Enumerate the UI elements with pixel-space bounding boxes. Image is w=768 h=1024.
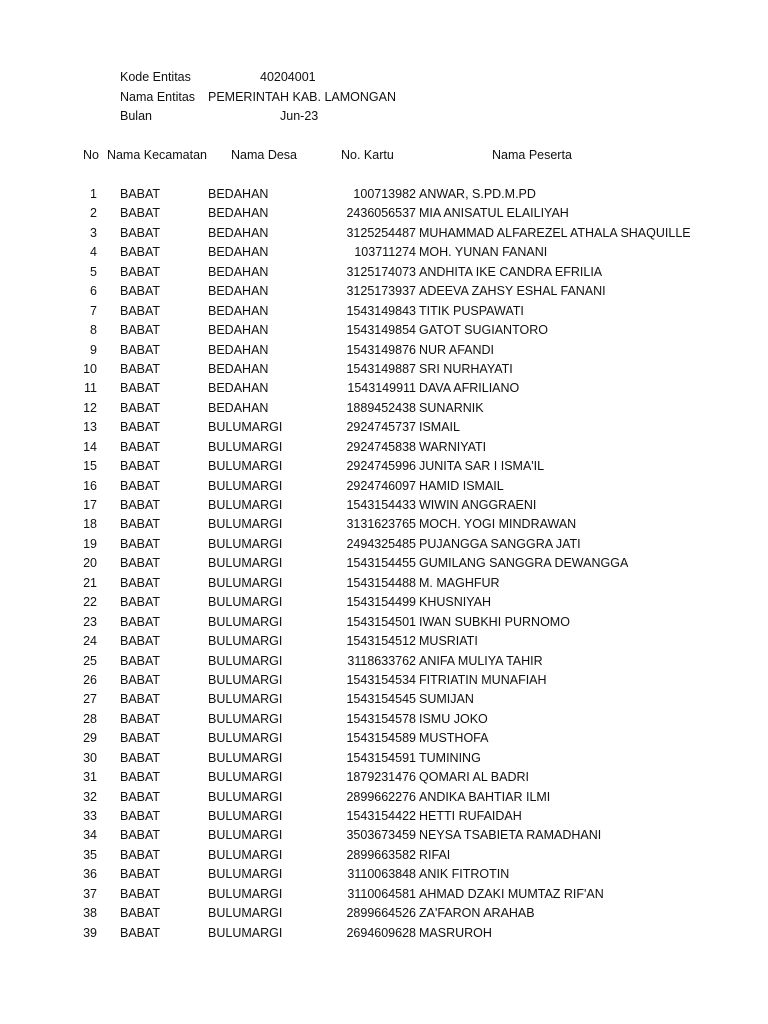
row-no-kartu: 3110064581	[347, 886, 416, 901]
row-kecamatan: BABAT	[120, 847, 161, 862]
row-kecamatan: BABAT	[120, 381, 161, 396]
table-row	[0, 284, 768, 303]
row-nama-peserta: NEYSA TSABIETA RAMADHANI	[419, 828, 602, 843]
row-number: 2	[90, 206, 97, 221]
table-row	[0, 245, 768, 264]
row-desa: BULUMARGI	[208, 517, 283, 532]
row-nama-peserta: ADEEVA ZAHSY ESHAL FANANI	[419, 284, 606, 299]
row-kecamatan: BABAT	[120, 575, 161, 590]
row-nama-peserta: ISMU JOKO	[419, 711, 488, 726]
row-desa: BULUMARGI	[208, 536, 283, 551]
row-desa: BULUMARGI	[208, 595, 283, 610]
row-nama-peserta: SUNARNIK	[419, 400, 484, 415]
row-no-kartu: 2694609628	[346, 925, 416, 940]
nama-entitas-label: Nama Entitas	[120, 89, 196, 104]
row-desa: BULUMARGI	[208, 770, 283, 785]
row-nama-peserta: QOMARI AL BADRI	[419, 770, 529, 785]
bulan-row	[0, 109, 768, 129]
row-desa: BEDAHAN	[208, 361, 269, 376]
row-kecamatan: BABAT	[120, 809, 161, 823]
row-number: 21	[83, 575, 97, 590]
entity-header	[0, 70, 768, 129]
row-number: 19	[83, 536, 97, 551]
row-desa: BEDAHAN	[208, 284, 269, 299]
row-kecamatan: BABAT	[120, 478, 161, 493]
nama-entitas-value: PEMERINTAH KAB. LAMONGAN	[208, 89, 396, 104]
row-nama-peserta: ZA'FARON ARAHAB	[419, 906, 535, 921]
row-desa: BULUMARGI	[208, 828, 283, 843]
row-number: 38	[83, 906, 97, 921]
table-row	[0, 712, 768, 731]
table-row	[0, 848, 768, 867]
row-number: 3	[90, 225, 97, 240]
row-desa: BULUMARGI	[208, 789, 283, 804]
row-nama-peserta: TUMINING	[419, 750, 481, 765]
row-kecamatan: BABAT	[120, 828, 161, 843]
row-no-kartu: 1543154534	[346, 672, 416, 687]
table-row	[0, 556, 768, 575]
row-kecamatan: BABAT	[120, 614, 161, 629]
row-number: 14	[83, 439, 97, 454]
row-nama-peserta: ANIFA MULIYA TAHIR	[419, 653, 543, 668]
row-desa: BULUMARGI	[208, 478, 283, 493]
row-number: 7	[90, 303, 97, 318]
row-desa: BULUMARGI	[208, 867, 283, 882]
kode-entitas-label: Kode Entitas	[120, 70, 191, 84]
column-header-kecamatan: Nama Kecamatan	[106, 148, 207, 162]
row-desa: BEDAHAN	[208, 245, 269, 260]
table-row	[0, 187, 768, 206]
row-desa: BULUMARGI	[208, 575, 283, 590]
row-desa: BULUMARGI	[208, 847, 283, 862]
row-desa: BULUMARGI	[208, 886, 283, 901]
row-number: 37	[83, 886, 97, 901]
row-kecamatan: BABAT	[120, 459, 161, 474]
row-kecamatan: BABAT	[120, 206, 161, 221]
row-nama-peserta: GUMILANG SANGGRA DEWANGGA	[419, 556, 629, 571]
row-nama-peserta: SRI NURHAYATI	[419, 361, 513, 376]
row-desa: BEDAHAN	[208, 303, 269, 318]
row-nama-peserta: MUHAMMAD ALFAREZEL ATHALA SHAQUILLE	[419, 225, 691, 240]
row-kecamatan: BABAT	[120, 731, 161, 746]
row-nama-peserta: WARNIYATI	[419, 439, 487, 454]
row-number: 25	[83, 653, 97, 668]
table-row	[0, 304, 768, 323]
row-no-kartu: 1543154422	[346, 809, 416, 823]
row-desa: BULUMARGI	[208, 809, 283, 823]
row-no-kartu: 1543154512	[346, 634, 416, 649]
row-no-kartu: 3503673459	[346, 828, 416, 843]
row-no-kartu: 3125174073	[346, 264, 416, 279]
kode-entitas-row	[0, 70, 768, 90]
row-no-kartu: 1543149854	[346, 323, 416, 338]
row-number: 1	[90, 187, 97, 201]
row-no-kartu: 1543149876	[346, 342, 416, 357]
nama-entitas-row	[0, 90, 768, 110]
row-kecamatan: BABAT	[120, 361, 161, 376]
row-number: 4	[90, 245, 97, 260]
row-number: 5	[90, 264, 97, 279]
row-number: 8	[90, 323, 97, 338]
participant-table	[0, 187, 768, 945]
row-no-kartu: 2924745996	[346, 459, 416, 474]
row-number: 12	[83, 400, 97, 415]
row-kecamatan: BABAT	[120, 634, 161, 649]
row-desa: BULUMARGI	[208, 906, 283, 921]
row-kecamatan: BABAT	[120, 770, 161, 785]
row-nama-peserta: ISMAIL	[419, 420, 460, 435]
row-no-kartu: 2494325485	[346, 536, 416, 551]
row-kecamatan: BABAT	[120, 342, 161, 357]
row-kecamatan: BABAT	[120, 420, 161, 435]
row-number: 28	[83, 711, 97, 726]
column-header-kartu: No. Kartu	[341, 148, 394, 162]
row-nama-peserta: MOCH. YOGI MINDRAWAN	[419, 517, 577, 532]
row-nama-peserta: AHMAD DZAKI MUMTAZ RIF'AN	[419, 886, 604, 901]
row-kecamatan: BABAT	[120, 225, 161, 240]
row-nama-peserta: WIWIN ANGGRAENI	[419, 498, 537, 512]
row-kecamatan: BABAT	[120, 711, 161, 726]
row-no-kartu: 2924746097	[346, 478, 416, 493]
table-row	[0, 265, 768, 284]
table-row	[0, 440, 768, 459]
row-number: 9	[90, 342, 97, 357]
table-row	[0, 323, 768, 342]
row-desa: BEDAHAN	[208, 206, 269, 221]
row-desa: BULUMARGI	[208, 498, 283, 512]
row-no-kartu: 2899662276	[346, 789, 416, 804]
row-desa: BEDAHAN	[208, 400, 269, 415]
table-row	[0, 692, 768, 711]
row-no-kartu: 1543149911	[347, 381, 416, 396]
row-nama-peserta: ANWAR, S.PD.M.PD	[419, 187, 536, 201]
row-no-kartu: 3125173937	[346, 284, 416, 299]
row-kecamatan: BABAT	[120, 692, 161, 707]
row-desa: BULUMARGI	[208, 692, 283, 707]
table-row	[0, 828, 768, 847]
row-nama-peserta: KHUSNIYAH	[419, 595, 492, 610]
table-row	[0, 517, 768, 536]
row-nama-peserta: ANDHITA IKE CANDRA EFRILIA	[419, 264, 603, 279]
row-kecamatan: BABAT	[120, 750, 161, 765]
row-no-kartu: 1879231476	[346, 770, 416, 785]
row-kecamatan: BABAT	[120, 284, 161, 299]
row-no-kartu: 2436056537	[346, 206, 416, 221]
row-no-kartu: 2924745737	[346, 420, 416, 435]
table-row	[0, 615, 768, 634]
table-row	[0, 867, 768, 886]
column-header-row	[0, 148, 768, 168]
row-desa: BULUMARGI	[208, 653, 283, 668]
row-nama-peserta: NUR AFANDI	[419, 342, 495, 357]
table-row	[0, 926, 768, 945]
row-desa: BULUMARGI	[208, 672, 283, 687]
row-number: 17	[83, 498, 97, 512]
row-nama-peserta: MOH. YUNAN FANANI	[419, 245, 548, 260]
table-row	[0, 226, 768, 245]
row-nama-peserta: ANDIKA BAHTIAR ILMI	[419, 789, 551, 804]
row-number: 36	[83, 867, 97, 882]
row-number: 11	[84, 381, 97, 396]
row-kecamatan: BABAT	[120, 400, 161, 415]
row-nama-peserta: HETTI RUFAIDAH	[419, 809, 522, 823]
row-desa: BULUMARGI	[208, 731, 283, 746]
row-number: 6	[90, 284, 97, 299]
row-kecamatan: BABAT	[120, 867, 161, 882]
row-no-kartu: 2924745838	[346, 439, 416, 454]
table-row	[0, 654, 768, 673]
row-kecamatan: BABAT	[120, 595, 161, 610]
row-desa: BULUMARGI	[208, 750, 283, 765]
table-row	[0, 459, 768, 478]
row-kecamatan: BABAT	[120, 653, 161, 668]
row-nama-peserta: JUNITA SAR I ISMA'IL	[419, 459, 545, 474]
row-number: 34	[83, 828, 97, 843]
table-row	[0, 731, 768, 750]
row-nama-peserta: GATOT SUGIANTORO	[419, 323, 548, 338]
row-no-kartu: 1543154589	[346, 731, 416, 746]
row-desa: BULUMARGI	[208, 439, 283, 454]
bulan-label: Bulan	[120, 109, 152, 123]
row-kecamatan: BABAT	[120, 439, 161, 454]
row-number: 23	[83, 614, 97, 629]
row-nama-peserta: IWAN SUBKHI PURNOMO	[419, 614, 570, 629]
table-row	[0, 420, 768, 439]
table-row	[0, 770, 768, 789]
row-kecamatan: BABAT	[120, 245, 161, 260]
row-number: 16	[83, 478, 97, 493]
bulan-value: Jun-23	[280, 109, 319, 123]
row-nama-peserta: DAVA AFRILIANO	[419, 381, 520, 396]
row-nama-peserta: MIA ANISATUL ELAILIYAH	[419, 206, 569, 221]
row-kecamatan: BABAT	[120, 789, 161, 804]
row-number: 18	[83, 517, 97, 532]
row-nama-peserta: RIFAI	[419, 847, 451, 862]
row-nama-peserta: PUJANGGA SANGGRA JATI	[419, 536, 581, 551]
table-row	[0, 595, 768, 614]
column-header-desa: Nama Desa	[231, 148, 297, 162]
row-nama-peserta: TITIK PUSPAWATI	[419, 303, 524, 318]
row-kecamatan: BABAT	[120, 187, 161, 201]
row-desa: BULUMARGI	[208, 420, 283, 435]
row-kecamatan: BABAT	[120, 517, 161, 532]
row-nama-peserta: FITRIATIN MUNAFIAH	[419, 672, 547, 687]
row-nama-peserta: ANIK FITROTIN	[419, 867, 510, 882]
row-nama-peserta: MASRUROH	[419, 925, 492, 940]
row-no-kartu: 3131623765	[346, 517, 416, 532]
row-number: 20	[83, 556, 97, 571]
row-no-kartu: 1543154578	[346, 711, 416, 726]
table-row	[0, 381, 768, 400]
kode-entitas-value: 40204001	[260, 70, 316, 84]
row-number: 10	[83, 361, 97, 376]
row-desa: BULUMARGI	[208, 634, 283, 649]
row-number: 27	[83, 692, 97, 707]
row-number: 31	[83, 770, 97, 785]
row-desa: BEDAHAN	[208, 381, 269, 396]
row-number: 35	[83, 847, 97, 862]
row-kecamatan: BABAT	[120, 498, 161, 512]
row-no-kartu: 1543154433	[346, 498, 416, 512]
row-number: 22	[83, 595, 97, 610]
row-kecamatan: BABAT	[120, 536, 161, 551]
row-kecamatan: BABAT	[120, 556, 161, 571]
table-row	[0, 634, 768, 653]
row-no-kartu: 1543154501	[346, 614, 416, 629]
row-desa: BULUMARGI	[208, 556, 283, 571]
row-nama-peserta: MUSTHOFA	[419, 731, 489, 746]
row-desa: BEDAHAN	[208, 323, 269, 338]
table-row	[0, 887, 768, 906]
row-number: 13	[83, 420, 97, 435]
table-row	[0, 206, 768, 225]
row-desa: BEDAHAN	[208, 342, 269, 357]
row-no-kartu: 2899663582	[346, 847, 416, 862]
table-row	[0, 673, 768, 692]
row-no-kartu: 103711274	[354, 245, 416, 260]
row-no-kartu: 3118633762	[347, 653, 416, 668]
row-kecamatan: BABAT	[120, 886, 161, 901]
row-no-kartu: 3125254487	[346, 225, 416, 240]
table-row	[0, 401, 768, 420]
table-row	[0, 362, 768, 381]
row-desa: BULUMARGI	[208, 711, 283, 726]
column-header-no: No	[83, 148, 99, 162]
table-row	[0, 790, 768, 809]
row-no-kartu: 1543154455	[346, 556, 416, 571]
table-row	[0, 906, 768, 925]
row-nama-peserta: SUMIJAN	[419, 692, 474, 707]
row-number: 24	[83, 634, 97, 649]
row-nama-peserta: M. MAGHFUR	[419, 575, 500, 590]
row-kecamatan: BABAT	[120, 323, 161, 338]
row-no-kartu: 2899664526	[346, 906, 416, 921]
row-nama-peserta: MUSRIATI	[419, 634, 478, 649]
table-row	[0, 479, 768, 498]
row-no-kartu: 1543154488	[346, 575, 416, 590]
row-no-kartu: 100713982	[353, 187, 416, 201]
row-no-kartu: 3110063848	[347, 867, 416, 882]
row-desa: BULUMARGI	[208, 459, 283, 474]
row-number: 15	[83, 459, 97, 474]
row-kecamatan: BABAT	[120, 303, 161, 318]
table-row	[0, 498, 768, 517]
table-row	[0, 537, 768, 556]
row-no-kartu: 1543149843	[346, 303, 416, 318]
table-row	[0, 576, 768, 595]
column-header-peserta: Nama Peserta	[492, 148, 572, 162]
row-desa: BEDAHAN	[208, 187, 269, 201]
row-desa: BEDAHAN	[208, 225, 269, 240]
row-nama-peserta: HAMID ISMAIL	[419, 478, 504, 493]
row-number: 39	[83, 925, 97, 940]
row-no-kartu: 1543154545	[346, 692, 416, 707]
table-row	[0, 809, 768, 828]
row-kecamatan: BABAT	[120, 672, 161, 687]
row-no-kartu: 1543154499	[346, 595, 416, 610]
row-kecamatan: BABAT	[120, 925, 161, 940]
table-row	[0, 751, 768, 770]
row-number: 26	[83, 672, 97, 687]
row-kecamatan: BABAT	[120, 906, 161, 921]
row-desa: BULUMARGI	[208, 614, 283, 629]
row-desa: BULUMARGI	[208, 925, 283, 940]
row-kecamatan: BABAT	[120, 264, 161, 279]
row-number: 33	[83, 809, 97, 823]
row-no-kartu: 1543149887	[346, 361, 416, 376]
row-no-kartu: 1543154591	[346, 750, 416, 765]
row-number: 32	[83, 789, 97, 804]
table-row	[0, 343, 768, 362]
row-number: 29	[83, 731, 97, 746]
row-number: 30	[83, 750, 97, 765]
row-desa: BEDAHAN	[208, 264, 269, 279]
row-no-kartu: 1889452438	[346, 400, 416, 415]
